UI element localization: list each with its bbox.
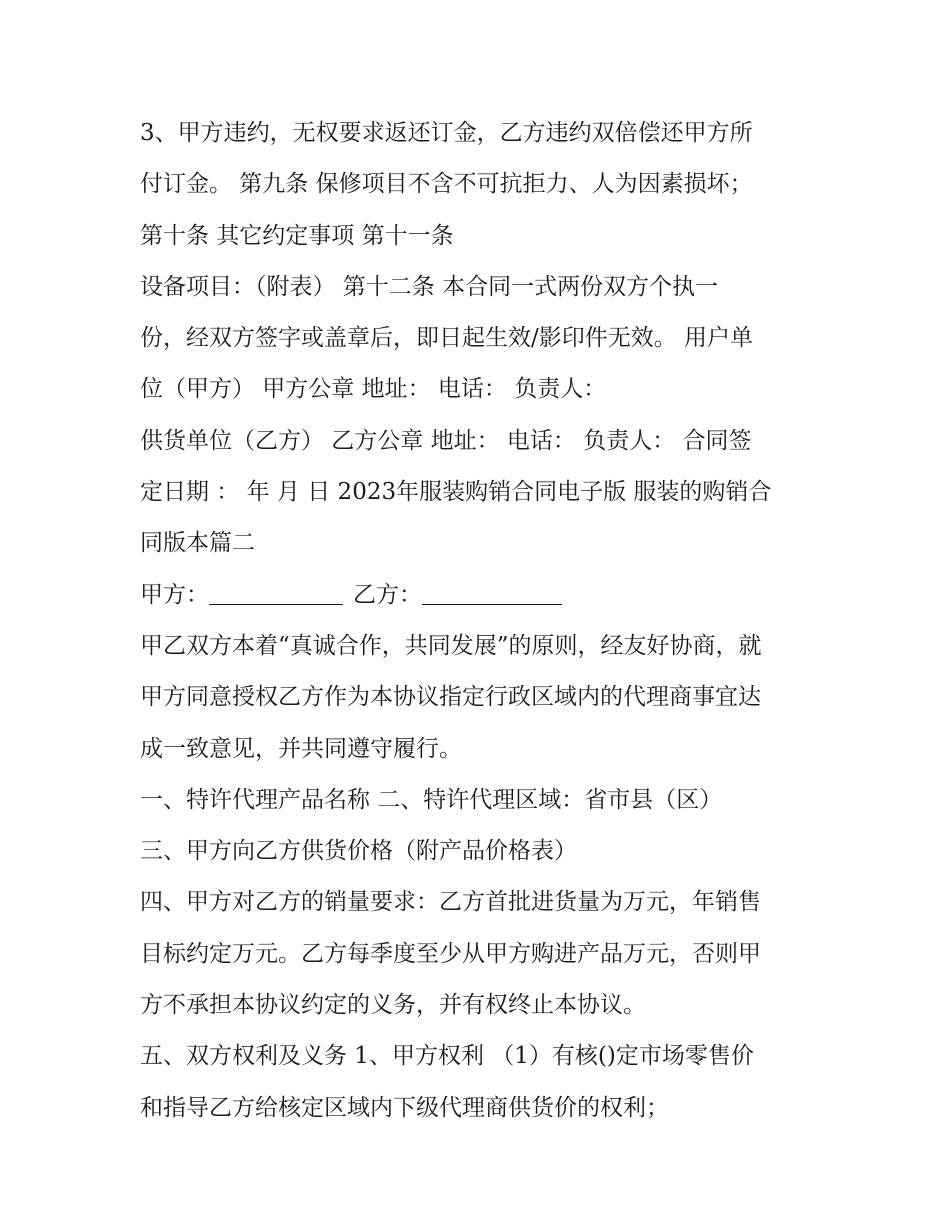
text-line: 供货单位（乙方） 乙方公章 地址： 电话： 负责人： 合同签 xyxy=(140,427,752,454)
text-line: 第十条 其它约定事项 第十一条 xyxy=(140,222,454,249)
text-line: 设备项目：（附表） 第十二条 本合同一式两份双方个执一 xyxy=(140,273,719,300)
text-line: 五、双方权利及义务 1、甲方权利 （1）有核()定市场零售价 xyxy=(140,1043,754,1070)
text-line: 付订金。 第九条 保修项目不含不可抗拒力、人为因素损坏； xyxy=(140,171,753,198)
text-line: 甲方同意授权乙方作为本协议指定行政区域内的代理商事宜达 xyxy=(140,684,761,711)
text-line: 目标约定万元。乙方每季度至少从甲方购进产品万元，否则甲 xyxy=(140,940,761,967)
text-line: 同版本篇二 xyxy=(140,530,255,557)
text-line: 3、甲方违约，无权要求返还订金，乙方违约双倍偿还甲方所 xyxy=(140,120,753,146)
text-line: 四、甲方对乙方的销量要求：乙方首批进货量为万元，年销售 xyxy=(140,889,761,916)
text-line: 和指导乙方给核定区域内下级代理商供货价的权利； xyxy=(140,1094,669,1121)
text-line: 位（甲方） 甲方公章 地址： 电话： 负责人： xyxy=(140,376,607,403)
text-line: 甲乙双方本着“真诚合作，共同发展”的原则，经友好协商，就 xyxy=(140,632,762,659)
party-b-label: 乙方： xyxy=(353,581,422,608)
party-a-blank xyxy=(209,582,343,605)
text-line: 成一致意见，并共同遵守履行。 xyxy=(140,735,462,762)
text-line: 方不承担本协议约定的义务，并有权终止本协议。 xyxy=(140,992,646,1019)
party-b-blank xyxy=(422,582,562,605)
text-line: 定日期 ： 年 月 日 2023年服装购销合同电子版 服装的购销合 xyxy=(140,479,772,506)
text-line: 三、甲方向乙方供货价格（附产品价格表） xyxy=(140,838,577,865)
text-line: 份，经双方签字或盖章后，即日起生效/影印件无效。 用户单 xyxy=(140,325,754,352)
contract-body xyxy=(140,108,820,1134)
party-signature-line xyxy=(140,570,820,621)
party-a-label: 甲方： xyxy=(140,581,209,608)
text-line: 一、特许代理产品名称 二、特许代理区域：省市县（区） xyxy=(140,786,723,813)
